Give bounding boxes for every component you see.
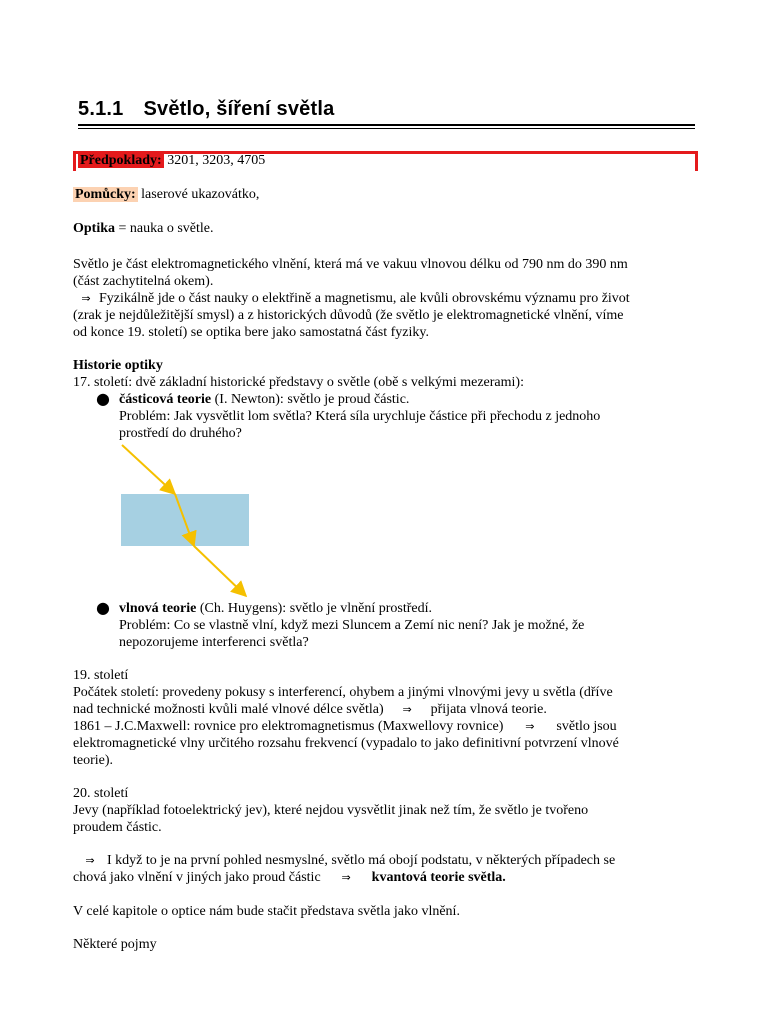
implies-arrow: ⇒: [402, 703, 412, 716]
implies-arrow: ⇒: [85, 854, 95, 867]
c19-line-3: [73, 718, 617, 735]
some-terms: Některé pojmy: [73, 937, 157, 952]
wave-theory-line: [119, 600, 432, 617]
c19-line-3b: světlo jsou: [556, 719, 617, 734]
prerequisites-label: Předpoklady:: [80, 153, 162, 168]
wave-problem-2: nepozorujeme interferenci světla?: [119, 635, 309, 650]
intro-line-1: Světlo je část elektromagnetického vlnění, která má ve vakuu vlnovou délku od 790 nm do 390 nm: [73, 257, 628, 272]
implies-arrow: ⇒: [341, 871, 351, 884]
c19-line-3a: 1861 – J.C.Maxwell: rovnice pro elektromagnetismus (Maxwellovy rovnice): [73, 719, 504, 734]
incident-ray: [122, 445, 175, 494]
c20-line-4: [73, 869, 506, 886]
aids-label: Pomůcky:: [75, 187, 136, 202]
c20-heading: 20. století: [73, 786, 129, 801]
c20-line-3-text: I když to je na první pohled nesmyslné, světlo má obojí podstatu, v některých případech se: [107, 853, 616, 868]
implies-arrow: ⇒: [525, 720, 535, 733]
wave-theory-term: vlnová teorie: [119, 601, 197, 616]
intro-line-3-text: Fyzikálně jde o část nauky o elektřině a magnetismu, ale kvůli obrovskému významu pro život: [99, 291, 630, 306]
quantum-theory: kvantová teorie světla.: [371, 870, 506, 885]
aids-value: laserové ukazovátko,: [141, 187, 260, 202]
c19-line-2a: nad technické možnosti kvůli malé vlnové délce světla): [73, 702, 384, 717]
bullet-particle: ●: [96, 389, 110, 408]
c19-line-2b: přijata vlnová teorie.: [430, 702, 547, 717]
c19-line-1: Počátek století: provedeny pokusy s interferencí, ohybem a jinými vlnovými jevy u světla (dříve: [73, 685, 613, 700]
bullet-wave: ●: [96, 598, 110, 617]
c19-line-4: elektromagnetické vlny určitého rozsahu frekvencí (vypadalo to jako definitivní potvrzení vlnové: [73, 736, 619, 751]
implies-arrow: ⇒: [81, 292, 91, 305]
intro-line-4: (zrak je nejdůležitější smysl) a z historických důvodů (že světlo je elektromagnetické vlnění, víme: [73, 308, 624, 323]
closing-line: V celé kapitole o optice nám bude stačit představa světla jako vlnění.: [73, 904, 460, 919]
c19-heading: 19. století: [73, 668, 129, 683]
c19-line-2: [73, 701, 547, 718]
c20-line-4a: chová jako vlnění v jiných jako proud částic: [73, 870, 321, 885]
particle-theory-rest: (I. Newton): světlo je proud částic.: [214, 392, 410, 407]
optics-definition-text: = nauka o světle.: [118, 221, 214, 236]
c20-line-1: Jevy (například fotoelektrický jev), které nejdou vysvětlit jinak než tím, že světlo je tvořeno: [73, 803, 589, 818]
particle-problem-1: Problém: Jak vysvětlit lom světla? Která síla urychluje částice při přechodu z jednoho: [119, 409, 601, 424]
particle-problem-2: prostředí do druhého?: [119, 426, 242, 441]
history-17th: 17. století: dvě základní historické představy o světle (obě s velkými mezerami):: [73, 375, 524, 390]
section-title: Světlo, šíření světla: [143, 98, 335, 120]
optics-term: Optika: [73, 221, 116, 236]
emergent-ray: [194, 546, 246, 596]
history-heading: Historie optiky: [73, 358, 163, 373]
prerequisites-value: 3201, 3203, 4705: [167, 153, 266, 168]
c19-line-5: teorie).: [73, 753, 114, 768]
wave-problem-1: Problém: Co se vlastně vlní, když mezi Sluncem a Zemí nic není? Jak je možné, že: [119, 618, 585, 633]
c20-line-2: proudem částic.: [73, 820, 162, 835]
c20-line-3: [73, 852, 615, 869]
wave-theory-rest: (Ch. Huygens): světlo je vlnění prostředí.: [199, 601, 433, 616]
particle-theory-term: částicová teorie: [119, 392, 212, 407]
intro-line-2: (část zachytitelná okem).: [73, 274, 214, 289]
section-number: 5.1.1: [78, 98, 124, 120]
intro-line-5: od konce 19. století) se optika bere jako samostatná část fyziky.: [73, 325, 429, 340]
